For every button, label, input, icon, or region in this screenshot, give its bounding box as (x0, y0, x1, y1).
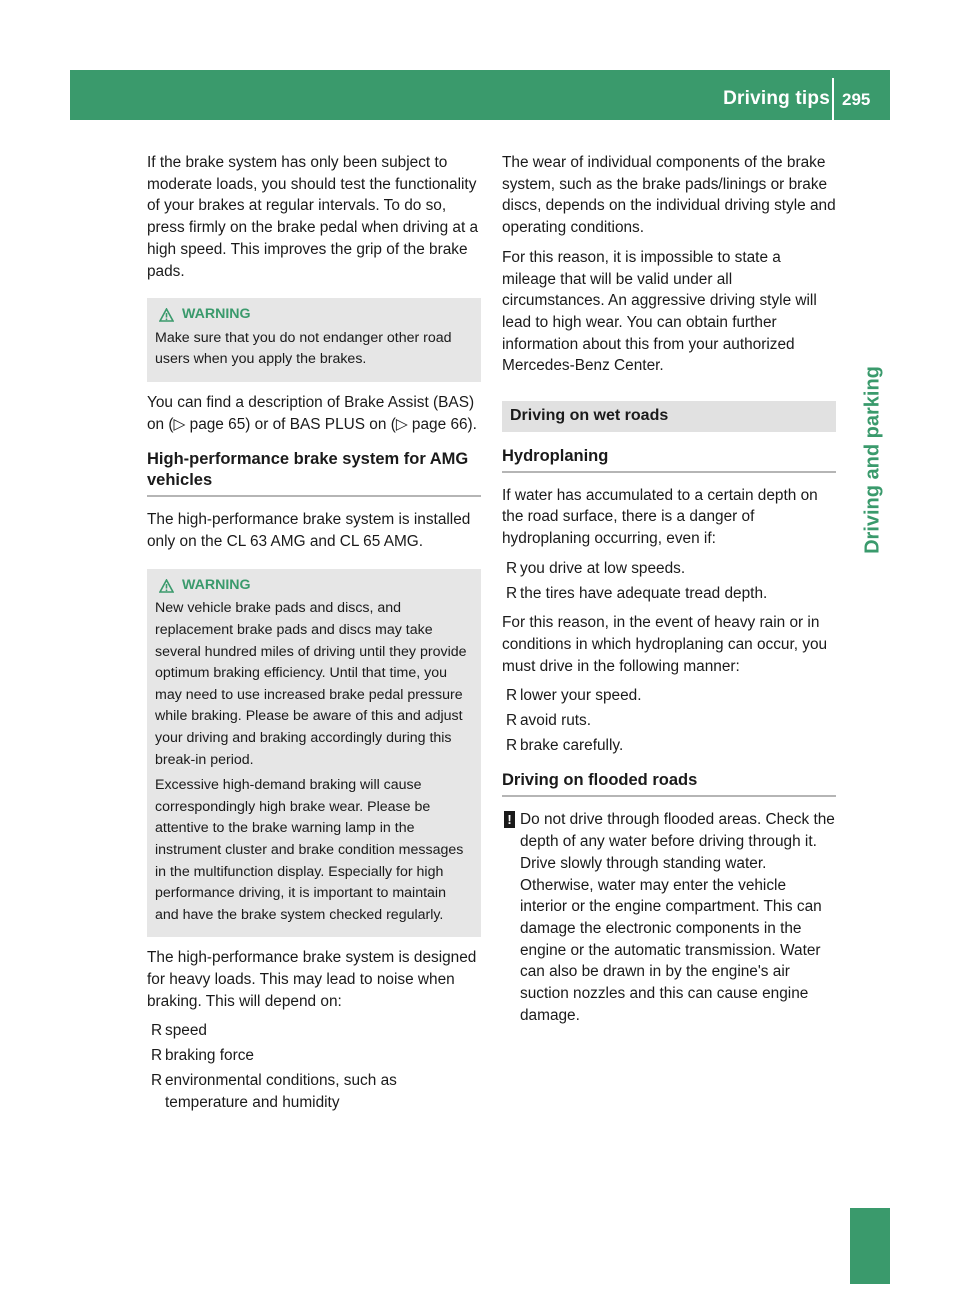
notice-text: Do not drive through flooded areas. Check the depth of any water before driving through it. Drive slowly through standing water. Otherwise, water may enter the vehicle interior or the engine compartment. This can damage the electronic components in the engine or the automatic transmission. Water can also be drawn in by the engine's air suction nozzles and this can cause engine damage. (520, 811, 835, 1024)
list-item (502, 583, 836, 605)
paragraph: The wear of individual components of the brake system, such as the brake pads/linings or brake discs, depends on the individual driving style and operating conditions. (502, 154, 836, 237)
page-number: 295 (842, 90, 871, 109)
section-heading: Hydroplaning (502, 446, 836, 473)
notice-block (502, 809, 836, 1026)
paragraph: If the brake system has only been subject to moderate loads, you should test the functionality of your brakes at regular intervals. To do so, press firmly on the brake pedal when driving at a high speed. This improves the grip of the brake pads. (147, 154, 479, 280)
list-item (502, 685, 836, 707)
paragraph: You can find a description of Brake Assist (BAS) on (▷ page 65) or of BAS PLUS on (▷ page 66). (147, 394, 477, 433)
warning-triangle-icon (159, 579, 174, 593)
list-item-text: you drive at low speeds. (520, 559, 686, 577)
list-item-text: environmental conditions, such as temperature and humidity (165, 1071, 397, 1111)
list-item-text: the tires have adequate tread depth. (520, 584, 768, 602)
bullet-mark: R (151, 1047, 163, 1065)
left-column (147, 152, 481, 1121)
bullet-list (502, 685, 836, 756)
list-item-text: speed (165, 1022, 207, 1040)
bullet-mark: R (506, 687, 518, 705)
list-item (147, 1020, 481, 1042)
notice-exclamation-icon: ! (504, 811, 515, 828)
warning-heading (155, 304, 473, 326)
header-title: Driving tips (723, 88, 830, 109)
header-separator (832, 78, 834, 120)
paragraph: For this reason, it is impossible to state a mileage that will be valid under all circumstances. An aggressive driving style will lead to high wear. You can obtain further information about this from your authorized Mercedes-Benz Center. (502, 248, 817, 375)
bullet-mark: R (506, 559, 518, 577)
warning-text: Make sure that you do not endanger other road users when you apply the brakes. (155, 329, 452, 368)
bullet-list (502, 558, 836, 604)
bullet-mark: R (506, 584, 518, 602)
warning-triangle-icon (159, 308, 174, 322)
warning-heading (155, 575, 473, 597)
side-thumb-block (850, 1208, 890, 1284)
bullet-mark: R (506, 736, 518, 754)
right-column (502, 152, 836, 1027)
warning-box (147, 298, 481, 382)
warning-label: WARNING (182, 306, 251, 323)
paragraph: The high-performance brake system is installed only on the CL 63 AMG and CL 65 AMG. (147, 511, 471, 551)
warning-text: Excessive high-demand braking will cause correspondingly high brake wear. Please be attentive to the brake warning lamp in the instrument cluster and brake condition messages in the multifunction display. Especially for high performance driving, it is important to maintain and have the brake system checked regularly. (155, 777, 464, 923)
list-item-text: lower your speed. (520, 687, 642, 705)
list-item (502, 735, 836, 757)
side-chapter-text: Driving and parking (861, 366, 884, 554)
bullet-mark: R (151, 1071, 163, 1089)
list-item (502, 558, 836, 580)
paragraph: The high-performance brake system is designed for heavy loads. This may lead to noise when braking. This will depend on: (147, 949, 477, 1010)
side-chapter-label (838, 310, 908, 610)
section-heading: Driving on flooded roads (502, 770, 836, 797)
bullet-mark: R (151, 1022, 163, 1040)
list-item (147, 1070, 481, 1113)
section-heading: High-performance brake system for AMG vehicles (147, 449, 481, 497)
warning-label: WARNING (182, 576, 251, 593)
warning-text: New vehicle brake pads and discs, and replacement brake pads and discs may take several hundred miles of driving until they provide optimum braking efficiency. Until that time, you may need to use increased brake pedal pressure while braking. Please be aware of this and adjust your driving and braking accordingly during this break-in period. (155, 600, 467, 768)
list-item (502, 710, 836, 732)
section-bar: Driving on wet roads (502, 401, 836, 432)
bullet-mark: R (506, 712, 518, 730)
list-item (147, 1045, 481, 1067)
list-item-text: braking force (165, 1047, 254, 1065)
bullet-list (147, 1020, 481, 1113)
paragraph: If water has accumulated to a certain depth on the road surface, there is a danger of hydroplaning occurring, even if: (502, 486, 818, 548)
list-item-text: avoid ruts. (520, 712, 592, 730)
list-item-text: brake carefully. (520, 736, 624, 754)
warning-box (147, 569, 481, 938)
paragraph: For this reason, in the event of heavy rain or in conditions in which hydroplaning can occur, you must drive in the following manner: (502, 614, 828, 675)
